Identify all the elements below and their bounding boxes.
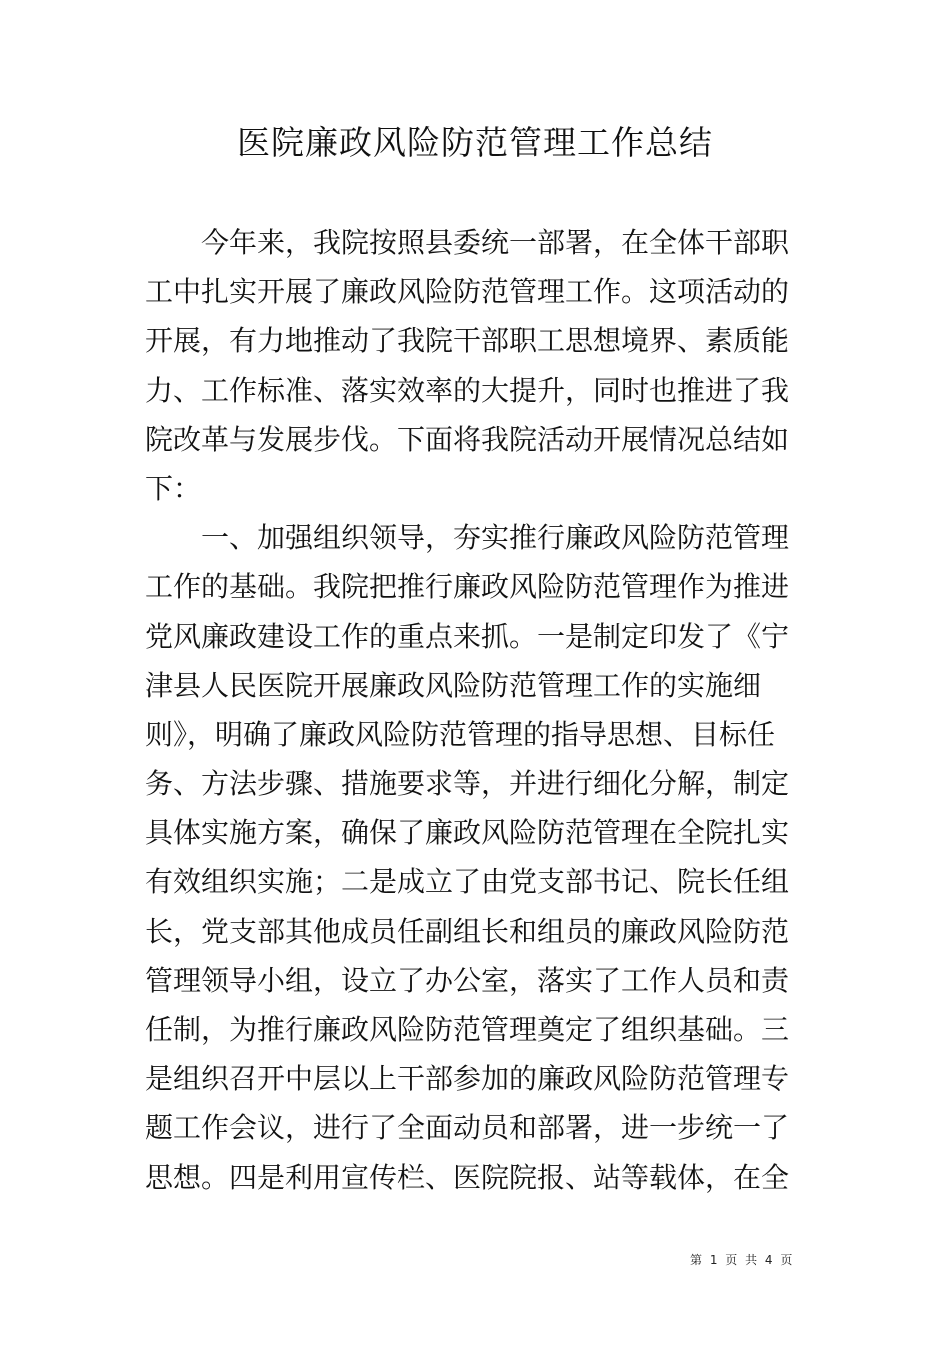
- paragraph-line: 务、方法步骤、措施要求等，并进行细化分解，制定: [145, 767, 790, 801]
- paragraph-line: 津县人民医院开展廉政风险防范管理工作的实施细: [145, 668, 762, 702]
- paragraph-line: 思想。四是利用宣传栏、医院院报、站等载体，在全: [145, 1160, 790, 1194]
- paragraph-line: 具体实施方案，确保了廉政风险防范管理在全院扎实: [145, 816, 790, 850]
- paragraph-line: 工作的基础。我院把推行廉政风险防范管理作为推进: [145, 570, 790, 604]
- paragraph-line: 开展，有力地推动了我院干部职工思想境界、素质能: [145, 324, 790, 358]
- paragraph-line: 一、加强组织领导，夯实推行廉政风险防范管理: [201, 521, 790, 555]
- page-number: 第 1 页 共 4 页: [690, 1253, 793, 1267]
- paragraph-line: 工中扎实开展了廉政风险防范管理工作。这项活动的: [145, 275, 790, 309]
- paragraph-line: 院改革与发展步伐。下面将我院活动开展情况总结如: [145, 422, 790, 456]
- document-title: 医院廉政风险防范管理工作总结: [237, 123, 713, 162]
- paragraph-line: 是组织召开中层以上干部参加的廉政风险防范管理专: [145, 1062, 790, 1096]
- paragraph-line: 则》，明确了廉政风险防范管理的指导思想、目标任: [145, 717, 776, 751]
- paragraph-line: 力、工作标准、落实效率的大提升，同时也推进了我: [145, 373, 790, 407]
- paragraph-line: 管理领导小组，设立了办公室，落实了工作人员和责: [145, 963, 790, 997]
- paragraph-line: 党风廉政建设工作的重点来抓。一是制定印发了《宁: [145, 619, 790, 653]
- paragraph-line: 题工作会议，进行了全面动员和部署，进一步统一了: [145, 1111, 790, 1145]
- paragraph-line: 有效组织实施；二是成立了由党支部书记、院长任组: [145, 865, 790, 899]
- paragraph-line: 下：: [145, 471, 202, 505]
- paragraph-line: 今年来，我院按照县委统一部署，在全体干部职: [201, 226, 790, 259]
- paragraph-line: 长，党支部其他成员任副组长和组员的廉政风险防范: [145, 914, 790, 948]
- document-body: [145, 218, 790, 1202]
- paragraph-line: 任制，为推行廉政风险防范管理奠定了组织基础。三: [145, 1013, 790, 1046]
